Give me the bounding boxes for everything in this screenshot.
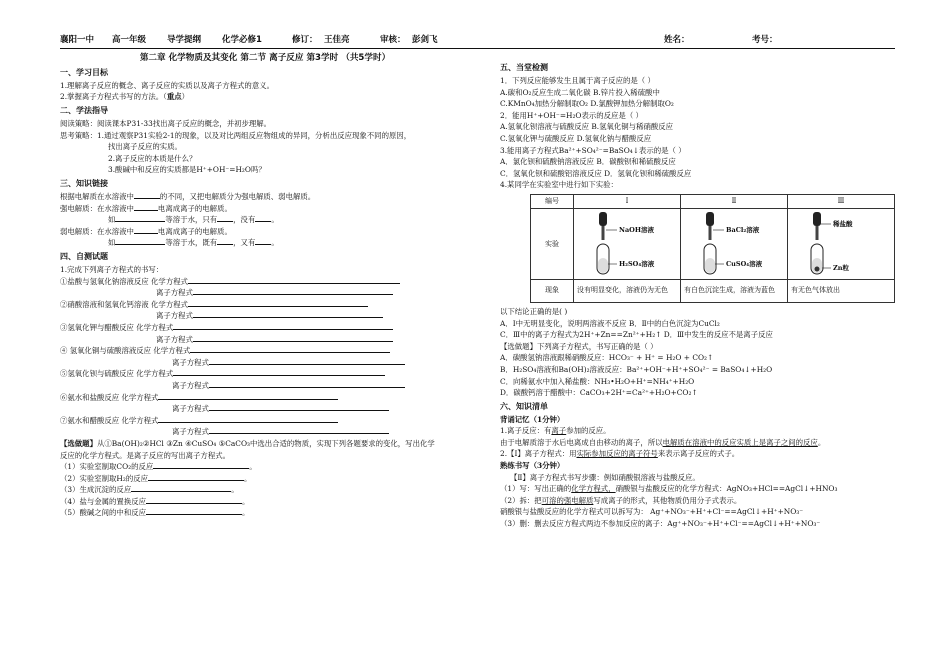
question-1-options-ab: A.碳和O₂反应生成二氧化碳 B.锌片投入稀硫酸中 [500, 87, 660, 97]
answer-line[interactable] [190, 345, 390, 353]
equation-4: ④ 氢氧化铜与硫酸溶液反应 化学方程式 [60, 345, 470, 357]
question-1-options-cd: C.KMnO₄加热分解制取O₂ D.氯酸钾加热分解制取O₂ [500, 99, 674, 109]
memorize-1: 1.离子反应：有离子参加的反应。 [500, 426, 611, 436]
equation-6-ion: 离子方程式 [60, 403, 470, 415]
optional-item-5: （5）酸碱之间的中和反应 。 [60, 508, 250, 518]
lesson-title: 第二章 化学物质及其变化 第二节 离子反应 第3学时 （共5学时） [139, 53, 391, 63]
equation-5: ⑤氢氧化钡与硫酸反应 化学方程式 [60, 368, 470, 380]
header-id-label: 考号： [752, 35, 778, 45]
answer-line[interactable] [146, 507, 242, 515]
header-doc-type: 导学提纲 [167, 35, 202, 45]
memorize-heading: 背诵记忆（1分钟） [500, 414, 565, 424]
fill-blank[interactable] [255, 237, 271, 245]
answer-line[interactable] [158, 392, 338, 400]
link-line-2: 强电解质：在水溶液中 电离成离子的电解质。 [60, 203, 232, 213]
experiment-cell-III [788, 208, 895, 279]
reagent-label: NaOH溶液 [619, 225, 654, 234]
table-head-II: Ⅱ [681, 194, 788, 208]
answer-line[interactable] [153, 461, 249, 469]
fill-blank[interactable] [115, 214, 165, 222]
question-1: 1．下列反应能够发生且属于离子反应的是（ ） [500, 76, 655, 85]
fill-blank[interactable] [134, 226, 158, 234]
equation-4-ion: 离子方程式 [60, 357, 470, 369]
reading-strategy: 阅读策略：阅读课本P31-33找出离子反应的概念，并初步理解。 [60, 119, 272, 129]
section-knowledge-link: 三、知识链接 [60, 179, 108, 189]
practice-heading: 熟练书写（3分钟） [500, 461, 565, 471]
thinking-strategy-1: 思考策略：1.通过观察P31实验2-1的现象，以及对比两组反应物组成的异同，分析出反应现象不同的原因， [60, 130, 412, 140]
equation-6: ⑥氨水和盐酸反应 化学方程式 [60, 392, 470, 404]
section-self-test: 四、自测试题 [60, 252, 108, 262]
answer-line[interactable] [193, 334, 393, 342]
fill-blank[interactable] [255, 214, 271, 222]
equation-7-ion: 离子方程式 [60, 426, 470, 438]
practice-step-3: （3）删：删去反应方程式两边不参加反应的离子：Ag⁺+NO₃⁻+H⁺+Cl⁻==AgCl↓+H⁺+NO₃⁻ [500, 519, 821, 529]
question-2-options-cd: C.氢氧化钾与硫酸反应 D.氢氧化钠与醋酸反应 [500, 133, 652, 143]
question-2-options-ab: A.氢氧化钡溶液与硫酸反应 B.氢氧化铜与稀硝酸反应 [500, 122, 674, 132]
link-line-3: 如 等溶于水，只有 ，没有 。 [108, 215, 279, 225]
equation-2-ion: 离子方程式 [60, 310, 470, 322]
table-head-III: Ⅲ [788, 194, 895, 208]
link-line-5: 如 等溶于水，既有 ，又有 。 [108, 238, 279, 248]
answer-line[interactable] [209, 380, 405, 388]
table-head-I: Ⅰ [574, 194, 681, 208]
header-reviewer: 彭剑飞 [412, 35, 438, 45]
right-column [500, 52, 900, 530]
equation-2: ②硝酸溶液和氢氧化钙溶液 化学方程式 [60, 299, 470, 311]
practice-step-2-example: 硝酸银与盐酸反应的化学方程式可以拆写为： Ag⁺+NO₃⁻+H⁺+Cl⁻==AgCl↓+H⁺+NO₃⁻ [500, 507, 804, 517]
memorize-2: 由于电解质溶于水后电离成自由移动的离子，所以电解质在溶液中的反应实质上是离子之间的反应。 [500, 437, 826, 447]
answer-line[interactable] [146, 496, 242, 504]
fill-blank[interactable] [217, 237, 233, 245]
answer-line[interactable] [173, 322, 393, 330]
optional-item-2: （2）实验室制取H₂的反应 。 [60, 473, 252, 483]
reagent-label: H₂SO₄溶液 [619, 259, 655, 268]
question-5: 【选做题】下列离子方程式，书写正确的是（ ） [500, 341, 658, 351]
observation-III: 有无色气体放出 [788, 279, 895, 302]
optional-item-3: （3）生成沉淀的反应 。 [60, 485, 239, 495]
left-column [60, 52, 470, 519]
answer-line[interactable] [209, 357, 405, 365]
key-point-label: 重点 [166, 92, 182, 102]
reagent-label: BaCl₂溶液 [726, 225, 760, 234]
observation-II: 有白色沉淀生成，溶液为蓝色 [681, 279, 788, 302]
question-5-option-c: C．向稀氨水中加入稀盐酸：NH₃•H₂O+H⁺=NH₄⁺+H₂O [500, 376, 695, 386]
answer-line[interactable] [193, 287, 393, 295]
practice-steps: 【Ⅱ】离子方程式书写步骤：例如硝酸银溶液与盐酸反应。 [510, 472, 700, 482]
optional-item-1: （1）实验室制取CO₂的反应 。 [60, 462, 257, 472]
optional-question-cont: 反应的化学方程式。是离子反应的写出离子方程式。 [60, 450, 230, 460]
thinking-strategy-1-cont: 找出离子反应的实质。 [108, 142, 182, 152]
answer-line[interactable] [131, 484, 231, 492]
header-school: 襄阳一中 [60, 35, 95, 45]
section-knowledge-list: 六、知识清单 [500, 401, 548, 411]
optional-item-4: （4）盐与金属的置换反应 。 [60, 496, 250, 506]
header-subject: 化学必修1 [222, 35, 262, 45]
answer-line[interactable] [209, 403, 389, 411]
table-head-label: 编号 [531, 194, 574, 208]
question-3-options-ab: A．氯化钡和硫酸钠溶液反应 B．碳酸钡和稀硫酸反应 [500, 157, 676, 167]
answer-line[interactable] [193, 310, 383, 318]
answer-line[interactable] [188, 276, 400, 284]
goal-1: 1.理解离子反应的概念、离子反应的实质以及离子方程式的意义。 [60, 80, 274, 90]
optional-question: 【选做题】从①Ba(OH)₂②HCl ③Zn ④CuSO₄ ⑤CaCO₃中选出合适的物质，实现下列各题要求的变化，写出化学 [60, 438, 435, 448]
question-4-options-ab: A．Ⅰ中无明显变化，说明两溶液不反应 B．Ⅱ中的白色沉淀为CuCl₂ [500, 318, 720, 328]
experiment-cell-I [574, 208, 681, 279]
goal-2: 2.掌握离子方程式书写的方法。（重点） [60, 92, 190, 102]
practice-step-1: （1）写：写出正确的化学方程式，硝酸银与盐酸反应的化学方程式：AgNO₃+HCl==AgCl↓+HNO₃ [500, 484, 838, 494]
page-header [60, 30, 895, 49]
question-5-option-a: A．碳酸氢钠溶液跟稀硝酸反应：HCO₃⁻ + H⁺ = H₂O + CO₂↑ [500, 353, 714, 363]
practice-step-2: （2）拆：把可溶的强电解质写成离子的形式，其他物质仍用分子式表示。 [500, 495, 742, 505]
fill-blank[interactable] [134, 191, 160, 199]
fill-blank[interactable] [115, 237, 165, 245]
link-line-1: 根据电解质在水溶液中 的不同，又把电解质分为强电解质、弱电解质。 [60, 192, 316, 202]
question-2: 2．能用H⁺+OH⁻=H₂O表示的反应是（ ） [500, 110, 643, 120]
experiment-table [530, 194, 895, 303]
answer-line[interactable] [158, 415, 338, 423]
equation-1: ①盐酸与氢氧化钠溶液反应 化学方程式 [60, 276, 470, 288]
answer-line[interactable] [173, 368, 385, 376]
table-row-label-experiment: 实验 [531, 208, 574, 279]
question-5-option-b: B．H₂SO₄溶液和Ba(OH)₂溶液反应：Ba²⁺+OH⁻+H⁺+SO₄²⁻ = BaSO₄↓+H₂O [500, 364, 773, 374]
table-row-label-observation: 现象 [531, 279, 574, 302]
equation-5-ion: 离子方程式 [60, 380, 470, 392]
reagent-label: Zn粒 [833, 263, 849, 272]
observation-I: 没有明显变化，溶液仍为无色 [574, 279, 681, 302]
answer-line[interactable] [188, 299, 368, 307]
self-test-intro: 1.完成下列离子方程式的书写： [60, 265, 164, 275]
question-4-conclusion: 以下结论正确的是( ) [500, 306, 568, 316]
question-4: 4.某同学在实验室中进行如下实验： [500, 180, 618, 190]
section-in-class-test: 五、当堂检测 [500, 63, 548, 72]
header-name-label: 姓名： [664, 35, 690, 45]
thinking-strategy-2: 2.离子反应的本质是什么？ [108, 153, 197, 163]
question-3-options-cd: C．氢氧化钡和硫酸铝溶液反应 D．氢氧化钡和稀硫酸反应 [500, 168, 692, 178]
fill-blank[interactable] [217, 214, 233, 222]
header-reviewer-label: 审核： [380, 35, 406, 45]
header-revisor: 王佳亮 [324, 35, 350, 45]
equation-3-ion: 离子方程式 [60, 334, 470, 346]
memorize-3: 2.【Ⅰ】离子方程式：用实际参加反应的离子符号来表示离子反应的式子。 [500, 449, 740, 459]
question-5-option-d: D．碳酸钙溶于醋酸中：CaCO₃+2H⁺=Ca²⁺+H₂O+CO₂↑ [500, 388, 698, 398]
experiment-cell-II [681, 208, 788, 279]
equation-7: ⑦氨水和醋酸反应 化学方程式 [60, 415, 470, 427]
section-study-guide: 二、学法指导 [60, 106, 108, 116]
reagent-label: CuSO₄溶液 [726, 259, 763, 268]
question-4-options-cd: C．Ⅲ中的离子方程式为2H⁺+Zn==Zn²⁺+H₂↑ D．Ⅲ中发生的反应不是离子反应 [500, 330, 773, 340]
fill-blank[interactable] [134, 203, 158, 211]
header-grade: 高一年级 [112, 35, 147, 45]
equation-1-ion: 离子方程式 [60, 287, 470, 299]
link-line-4: 弱电解质：在水溶液中 电离成离子的电解质。 [60, 226, 232, 236]
equation-3: ③氢氧化钾与醋酸反应 化学方程式 [60, 322, 470, 334]
thinking-strategy-3: 3.酸碱中和反应的实质都是H⁺+OH⁻=H₂O吗？ [108, 165, 266, 175]
section-learning-goals: 一、学习目标 [60, 67, 108, 77]
reagent-label: 稀盐酸 [833, 219, 853, 228]
header-revisor-label: 修订： [292, 35, 318, 45]
answer-line[interactable] [209, 426, 389, 434]
answer-line[interactable] [148, 473, 244, 481]
question-3: 3.能用离子方程式Ba²⁺+SO₄²⁻=BaSO₄↓表示的是（ ） [500, 145, 686, 155]
